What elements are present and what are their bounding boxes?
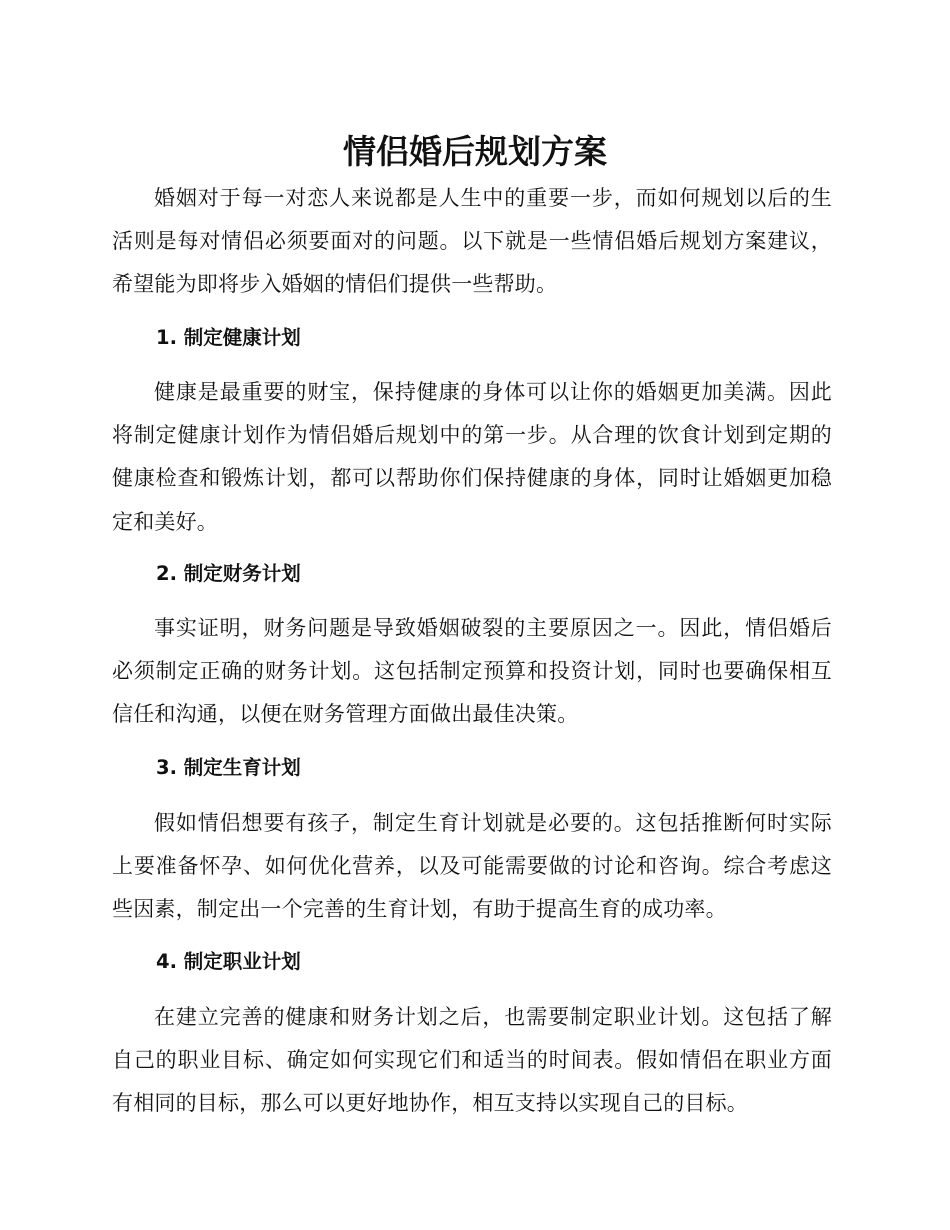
section-heading-health: 1. 制定健康计划 bbox=[156, 326, 301, 349]
section-heading-career: 4. 制定职业计划 bbox=[156, 950, 301, 973]
section-body-career: 在建立完善的健康和财务计划之后，也需要制定职业计划。这包括了解自己的职业目标、确定如何实现它们和适当的时间表。假如情侣在职业方面有相同的目标，那么可以更好地协作，相互支持以实现自己的目标。 bbox=[112, 1005, 832, 1116]
section-heading-fertility: 3. 制定生育计划 bbox=[156, 756, 301, 779]
page-title: 情侣婚后规划方案 bbox=[343, 132, 607, 171]
section-body-fertility: 假如情侣想要有孩子，制定生育计划就是必要的。这包括推断何时实际上要准备怀孕、如何优化营养，以及可能需要做的讨论和咨询。综合考虑这些因素，制定出一个完善的生育计划，有助于提高生育的成功率。 bbox=[112, 811, 832, 922]
section-body-finance: 事实证明，财务问题是导致婚姻破裂的主要原因之一。因此，情侣婚后必须制定正确的财务计划。这包括制定预算和投资计划，同时也要确保相互信任和沟通，以便在财务管理方面做出最佳决策。 bbox=[112, 616, 832, 727]
section-heading-finance: 2. 制定财务计划 bbox=[156, 562, 301, 585]
section-body-health: 健康是最重要的财宝，保持健康的身体可以让你的婚姻更加美满。因此将制定健康计划作为情侣婚后规划中的第一步。从合理的饮食计划到定期的健康检查和锻炼计划，都可以帮助你们保持健康的身体，同时让婚姻更加稳定和美好。 bbox=[112, 380, 832, 534]
intro-paragraph: 婚姻对于每一对恋人来说都是人生中的重要一步，而如何规划以后的生活则是每对情侣必须要面对的问题。以下就是一些情侣婚后规划方案建议，希望能为即将步入婚姻的情侣们提供一些帮助。 bbox=[112, 186, 832, 297]
